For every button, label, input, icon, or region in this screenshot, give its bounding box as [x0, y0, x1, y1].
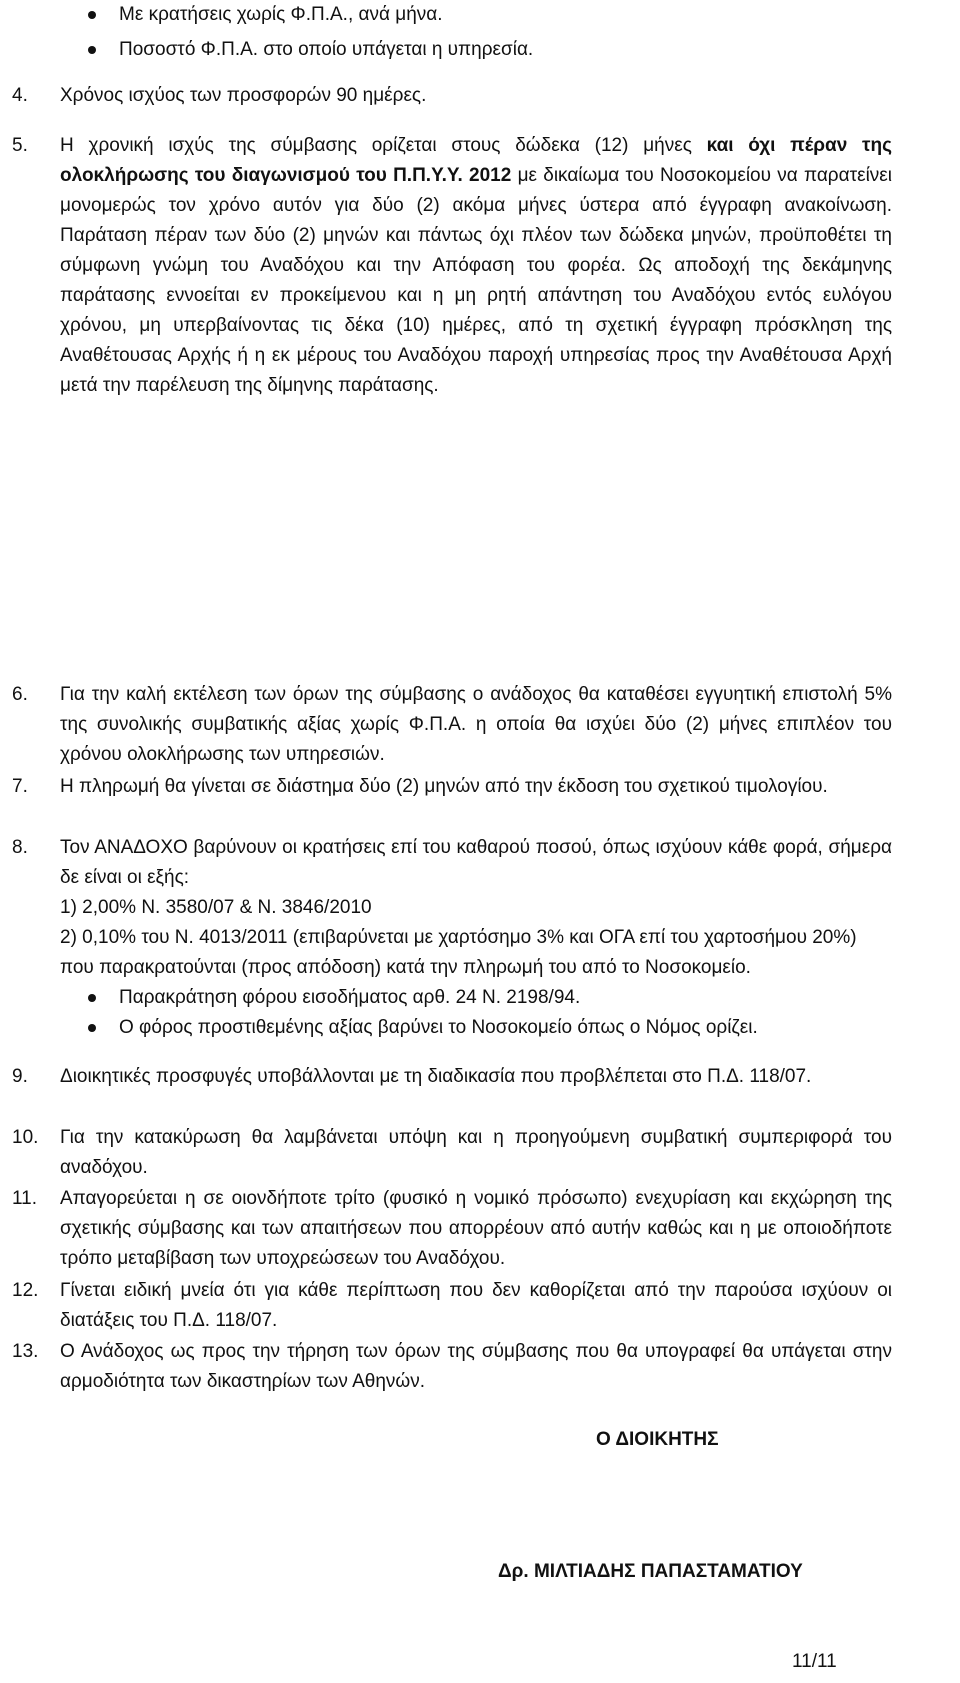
- item-text: Γίνεται ειδική μνεία ότι για κάθε περίπτωση που δεν καθορίζεται από την παρούσα ισχύουν οι διατάξεις του Π.Δ. 118/07.: [60, 1280, 892, 1331]
- signature-name: Δρ. ΜΙΛΤΙΑΔΗΣ ΠΑΠΑΣΤΑΜΑΤΙΟΥ: [498, 1561, 803, 1582]
- item-text: Χρόνος ισχύος των προσφορών 90 ημέρες.: [60, 85, 427, 106]
- item-number: 12.: [12, 1280, 39, 1301]
- bullet-dot-icon: [88, 46, 96, 54]
- item-text: Η πληρωμή θα γίνεται σε διάστημα δύο (2) μηνών από την έκδοση του σχετικού τιμολογίου.: [60, 776, 828, 797]
- bullet-dot-icon: [88, 994, 96, 1002]
- item-text: Για την κατακύρωση θα λαμβάνεται υπόψη και η προηγούμενη συμβατική συμπεριφορά του αναδόχου.: [60, 1127, 892, 1178]
- item-number: 7.: [12, 776, 28, 797]
- item-text: [60, 131, 892, 401]
- item-number: 5.: [12, 135, 28, 156]
- bullet-text: Παρακράτηση φόρου εισοδήματος αρθ. 24 Ν. 2198/94.: [119, 987, 581, 1008]
- item-number: 13.: [12, 1341, 39, 1362]
- page-number: 11/11: [792, 1651, 837, 1672]
- item-number: 10.: [12, 1127, 39, 1148]
- item-text: Διοικητικές προσφυγές υποβάλλονται με τη διαδικασία που προβλέπεται στο Π.Δ. 118/07.: [60, 1066, 812, 1087]
- item-number: 11.: [12, 1188, 38, 1209]
- bullet-item: [88, 983, 892, 1013]
- item-text-rest: με δικαίωμα του Νοσοκομείου να παρατείνει μονομερώς τον χρόνο αυτόν για δύο (2) ακόμα μήνες ύστερα από έγγραφη ανακοίνωση. Παράταση πέραν των δύο (2) μηνών και πάντως όχι πλέον των δώδεκα μηνών, προϋποθέτει τη σύμφωνη γνώμη του Αναδόχου και την Απόφαση του φορέα. Ως αποδοχή της δεκάμηνης παράτασης εννοείται εν προκείμενου και η μη ρητή απάντηση του Αναδόχου εντός ευλόγου χρόνου, μη υπερβαίνοντας τις δέκα (10) ημέρες, από τη σχετική έγγραφη πρόσκληση της Αναθέτουσας Αρχής ή η εκ μέρους του Αναδόχου παροχή υπηρεσίας προς την Αναθέτουσα Αρχή μετά την παρέλευση της δίμηνης παράτασης.: [60, 165, 892, 396]
- item-number: 9.: [12, 1066, 28, 1087]
- bullet-text: Ο φόρος προστιθεμένης αξίας βαρύνει το Νοσοκομείο όπως ο Νόμος ορίζει.: [119, 1017, 758, 1038]
- signature-title: Ο ΔΙΟΙΚΗΤΗΣ: [596, 1429, 719, 1450]
- bullet-item: [88, 35, 900, 64]
- bullet-item: [88, 1013, 892, 1043]
- bullet-dot-icon: [88, 11, 96, 19]
- bullet-item: [88, 0, 900, 29]
- item-line: 1) 2,00% Ν. 3580/07 & Ν. 3846/2010: [60, 897, 372, 918]
- item-text: Για την καλή εκτέλεση των όρων της σύμβασης ο ανάδοχος θα καταθέσει εγγυητική επιστολή 5% της συνολικής συμβατικής αξίας χωρίς Φ.Π.Α. η οποία θα ισχύει δύο (2) μήνες επιπλέον του χρόνου ολοκλήρωσης των υπηρεσιών.: [60, 684, 892, 765]
- item-line: 2) 0,10% του Ν. 4013/2011 (επιβαρύνεται με χαρτόσημο 3% και ΟΓΑ επί του χαρτοσήμου 20%): [60, 927, 857, 948]
- item-number: 8.: [12, 837, 28, 858]
- item-intro: Τον ΑΝΑΔΟΧΟ βαρύνουν οι κρατήσεις επί του καθαρού ποσού, όπως ισχύουν κάθε φορά, σήμερα δε είναι οι εξής:: [60, 837, 892, 888]
- item-text: [60, 833, 892, 1043]
- item-text: Ο Ανάδοχος ως προς την τήρηση των όρων της σύμβασης που θα υπογραφεί θα υπάγεται στην αρμοδιότητα των δικαστηρίων των Αθηνών.: [60, 1341, 892, 1392]
- item-line: που παρακρατούνται (προς απόδοση) κατά την πληρωμή του από το Νοσοκομείο.: [60, 957, 751, 978]
- item-number: 6.: [12, 684, 28, 705]
- bullet-text: Ποσοστό Φ.Π.Α. στο οποίο υπάγεται η υπηρεσία.: [119, 39, 534, 60]
- item-text-lead: Η χρονική ισχύς της σύμβασης ορίζεται στους δώδεκα (12) μήνες: [60, 135, 707, 156]
- item-number: 4.: [12, 85, 28, 106]
- item-text: Απαγορεύεται η σε οιονδήποτε τρίτο (φυσικό η νομικό πρόσωπο) ενεχυρίαση και εκχώρηση της σχετικής σύμβασης και των απαιτήσεων που απορρέουν από αυτήν καθώς και η με οποιοδήποτε τρόπο μεταβίβαση των υποχρεώσεων του Αναδόχου.: [60, 1188, 892, 1269]
- item-text-bold: και όχι πέραν της ολοκλήρωσης του διαγωνισμού του Π.Π.Υ.Υ. 2012: [60, 135, 893, 186]
- bullet-text: Με κρατήσεις χωρίς Φ.Π.Α., ανά μήνα.: [119, 4, 443, 25]
- bullet-dot-icon: [88, 1024, 96, 1032]
